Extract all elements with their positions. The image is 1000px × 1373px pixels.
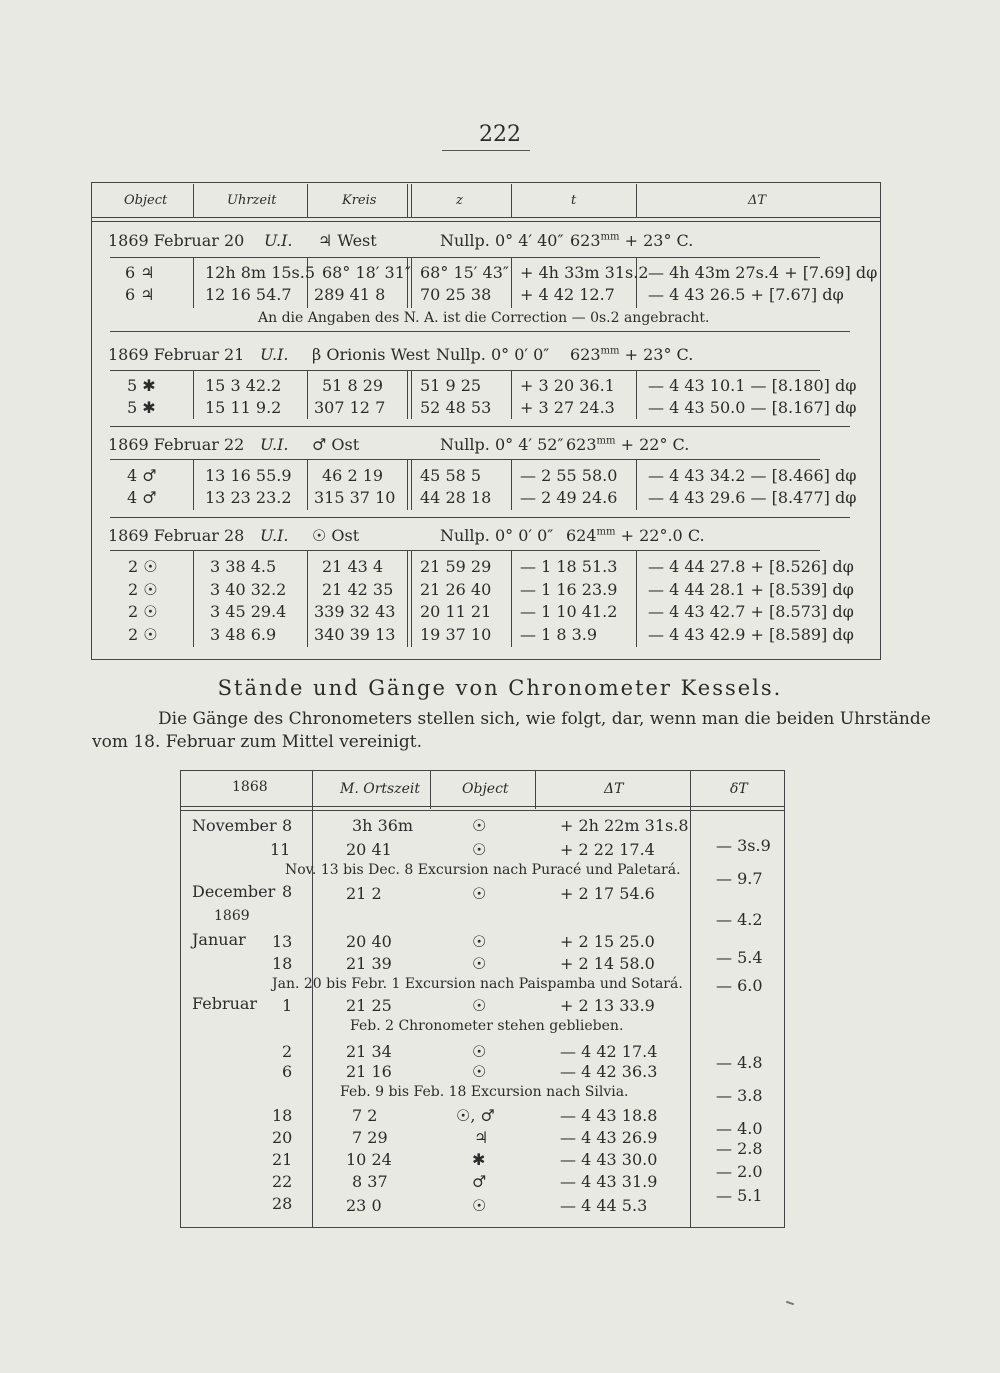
day: 20 (272, 1128, 293, 1147)
obs-kreis: 21 42 35 (322, 580, 394, 599)
delta-t: — 4 42 17.4 (560, 1042, 658, 1061)
obs-object: 2 ☉ (128, 580, 158, 599)
obs-uhrzeit: 15 3 42.2 (205, 376, 282, 395)
obs-t: — 1 8 3.9 (520, 625, 598, 644)
rate: — 2.8 (716, 1139, 763, 1158)
rate: — 5.4 (716, 948, 763, 967)
stop-note: Feb. 2 Chronometer stehen geblieben. (350, 1018, 624, 1034)
delta-t: + 2 17 54.6 (560, 884, 655, 903)
ortszeit: 21 34 (346, 1042, 392, 1061)
group-date: 1869 Februar 21 (108, 345, 245, 364)
day: 18 (272, 954, 293, 973)
obs-t: + 3 27 24.3 (520, 398, 615, 417)
obs-uhrzeit: 12h 8m 15s.5 (205, 263, 316, 282)
group-nullpunkt: Nullp. 0° 4′ 52″ (440, 435, 564, 454)
group-date: 1869 Februar 20 (108, 231, 245, 250)
obs-kreis: 307 12 7 (314, 398, 386, 417)
obs-object: 4 ♂ (127, 466, 157, 485)
header-kreis: Kreis (342, 193, 377, 208)
group-nullpunkt: Nullp. 0° 4′ 40″ (440, 231, 564, 250)
rate: — 6.0 (716, 976, 763, 995)
obs-kreis: 315 37 10 (314, 488, 396, 507)
group-nullpunkt: Nullp. 0° 0′ 0″ (440, 526, 554, 545)
obs-kreis: 340 39 13 (314, 625, 396, 644)
delta-t: — 4 43 30.0 (560, 1150, 658, 1169)
excursion-note: Jan. 20 bis Febr. 1 Excursion nach Paispamba und Sotará. (272, 976, 683, 992)
group-nullpunkt: Nullp. 0° 0′ 0″ (436, 345, 550, 364)
group-object: ☉ Ost (312, 526, 360, 545)
section-title: Stände und Gänge von Chronometer Kessels. (217, 676, 783, 700)
group-date: 1869 Februar 28 (108, 526, 245, 545)
obs-delta-t: — 4 43 29.6 — [8.477] dφ (648, 488, 857, 507)
obs-z: 21 26 40 (420, 580, 492, 599)
delta-t: — 4 43 31.9 (560, 1172, 658, 1191)
obs-uhrzeit: 3 40 32.2 (210, 580, 287, 599)
day: 8 (282, 816, 293, 835)
obs-uhrzeit: 13 16 55.9 (205, 466, 292, 485)
obs-delta-t: — 4 43 10.1 — [8.180] dφ (648, 376, 857, 395)
delta-t: — 4 44 5.3 (560, 1196, 648, 1215)
obs-z: 51 9 25 (420, 376, 482, 395)
delta-t: + 2h 22m 31s.8 (560, 816, 689, 835)
obs-z: 45 58 5 (420, 466, 482, 485)
object: ☉, ♂ (456, 1106, 495, 1125)
obs-kreis: 339 32 43 (314, 602, 396, 621)
obs-delta-t: — 4h 43m 27s.4 + [7.69] dφ (648, 263, 878, 282)
group-ui: U.I. (260, 526, 289, 545)
group-date: 1869 Februar 22 (108, 435, 245, 454)
obs-uhrzeit: 12 16 54.7 (205, 285, 292, 304)
group-ui: U.I. (260, 345, 289, 364)
delta-t: — 4 42 36.3 (560, 1062, 658, 1081)
table1-header-rule-2 (91, 221, 881, 222)
obs-uhrzeit: 3 38 4.5 (210, 557, 277, 576)
group-object: β Orionis West (312, 345, 430, 364)
delta-t: + 2 22 17.4 (560, 840, 655, 859)
obs-object: 2 ☉ (128, 602, 158, 621)
year-1869: 1869 (214, 908, 250, 924)
obs-z: 52 48 53 (420, 398, 492, 417)
object: ♂ (472, 1172, 487, 1191)
day: 1 (282, 996, 293, 1015)
page-number-rule (442, 150, 530, 151)
ortszeit: 21 16 (346, 1062, 392, 1081)
obs-object: 2 ☉ (128, 625, 158, 644)
ortszeit: 8 37 (352, 1172, 388, 1191)
obs-t: + 4 42 12.7 (520, 285, 615, 304)
page-number: 222 (479, 122, 521, 147)
day: 11 (270, 840, 291, 859)
obs-object: 4 ♂ (127, 488, 157, 507)
group-object: ♂ Ost (312, 435, 360, 454)
obs-z: 19 37 10 (420, 625, 492, 644)
object: ☉ (472, 1062, 487, 1081)
group-ui: U.I. (260, 435, 289, 454)
obs-uhrzeit: 3 45 29.4 (210, 602, 287, 621)
ortszeit: 21 39 (346, 954, 392, 973)
header-object: Object (462, 781, 509, 797)
obs-t: — 2 49 24.6 (520, 488, 618, 507)
object: ☉ (472, 884, 487, 903)
day: 18 (272, 1106, 293, 1125)
rate: — 4.2 (716, 910, 763, 929)
excursion-note: Feb. 9 bis Feb. 18 Excursion nach Silvia. (340, 1084, 629, 1100)
delta-t: — 4 43 18.8 (560, 1106, 658, 1125)
rate: — 4.8 (716, 1053, 763, 1072)
month: December (192, 882, 276, 901)
obs-kreis: 21 43 4 (322, 557, 384, 576)
header-year: 1868 (232, 779, 268, 795)
header-uhrzeit: Uhrzeit (227, 193, 277, 208)
group-barometer: $623^{mm} + 22^\circ$ C. (566, 435, 690, 454)
object: ☉ (472, 816, 487, 835)
obs-t: — 1 18 51.3 (520, 557, 618, 576)
group-object: ♃ West (318, 231, 377, 250)
excursion-note: Nov. 13 bis Dec. 8 Excursion nach Puracé und Paletará. (285, 862, 681, 878)
obs-delta-t: — 4 43 34.2 — [8.466] dφ (648, 466, 857, 485)
obs-delta-t: — 4 43 50.0 — [8.167] dφ (648, 398, 857, 417)
object: ☉ (472, 954, 487, 973)
obs-uhrzeit: 15 11 9.2 (205, 398, 282, 417)
day: 28 (272, 1194, 293, 1213)
object: ☉ (472, 1196, 487, 1215)
group-barometer: $624^{mm} + 22^\circ.0$ C. (566, 526, 705, 545)
obs-uhrzeit: 13 23 23.2 (205, 488, 292, 507)
month: Februar (192, 994, 258, 1013)
group-barometer: $623^{mm} + 23^\circ$ C. (570, 231, 694, 250)
object: ☉ (472, 996, 487, 1015)
delta-t: + 2 14 58.0 (560, 954, 655, 973)
header-object: Object (124, 193, 168, 208)
obs-object: 5 ✱ (127, 376, 156, 395)
header-delta-t: ΔT (604, 781, 624, 797)
group-barometer: $623^{mm} + 23^\circ$ C. (570, 345, 694, 364)
obs-z: 21 59 29 (420, 557, 492, 576)
obs-kreis: 289 41 8 (314, 285, 386, 304)
obs-z: 68° 15′ 43″ (420, 263, 509, 282)
object: ✱ (472, 1150, 486, 1169)
rate: — 3.8 (716, 1086, 763, 1105)
obs-t: — 2 55 58.0 (520, 466, 618, 485)
obs-delta-t: — 4 43 26.5 + [7.67] dφ (648, 285, 844, 304)
ortszeit: 23 0 (346, 1196, 382, 1215)
ortszeit: 7 2 (352, 1106, 378, 1125)
month: Januar (192, 930, 246, 949)
obs-t: + 3 20 36.1 (520, 376, 615, 395)
day: 2 (282, 1042, 293, 1061)
object: ☉ (472, 932, 487, 951)
obs-z: 20 11 21 (420, 602, 492, 621)
obs-object: 6 ♃ (125, 285, 155, 304)
object: ☉ (472, 1042, 487, 1061)
ortszeit: 21 25 (346, 996, 392, 1015)
rate: — 3s.9 (716, 836, 771, 855)
rate: — 4.0 (716, 1119, 763, 1138)
obs-t: + 4h 33m 31s.2 (520, 263, 649, 282)
header-z: z (456, 193, 463, 208)
obs-delta-t: — 4 43 42.9 + [8.589] dφ (648, 625, 854, 644)
obs-object: 6 ♃ (125, 263, 155, 282)
paragraph-line-1: Die Gänge des Chronometers stellen sich, wie folgt, dar, wenn man die beiden Uhrstände (158, 709, 931, 729)
object: ♃ (474, 1128, 489, 1147)
day: 6 (282, 1062, 293, 1081)
footer-mark (786, 1301, 794, 1306)
obs-uhrzeit: 3 48 6.9 (210, 625, 277, 644)
header-ortszeit: M. Ortszeit (340, 781, 420, 797)
ortszeit: 20 40 (346, 932, 392, 951)
day: 21 (272, 1150, 293, 1169)
obs-kreis: 51 8 29 (322, 376, 384, 395)
obs-t: — 1 10 41.2 (520, 602, 618, 621)
obs-kreis: 46 2 19 (322, 466, 384, 485)
obs-t: — 1 16 23.9 (520, 580, 618, 599)
obs-z: 70 25 38 (420, 285, 492, 304)
obs-delta-t: — 4 44 28.1 + [8.539] dφ (648, 580, 854, 599)
day: 8 (282, 882, 293, 901)
obs-object: 5 ✱ (127, 398, 156, 417)
group-ui: U.I. (264, 231, 293, 250)
delta-t: — 4 43 26.9 (560, 1128, 658, 1147)
object: ☉ (472, 840, 487, 859)
ortszeit: 7 29 (352, 1128, 388, 1147)
header-t: t (571, 193, 577, 208)
ortszeit: 21 2 (346, 884, 382, 903)
ortszeit: 3h 36m (352, 816, 414, 835)
rate: — 2.0 (716, 1162, 763, 1181)
ortszeit: 10 24 (346, 1150, 392, 1169)
delta-t: + 2 15 25.0 (560, 932, 655, 951)
obs-delta-t: — 4 43 42.7 + [8.573] dφ (648, 602, 854, 621)
ortszeit: 20 41 (346, 840, 392, 859)
obs-delta-t: — 4 44 27.8 + [8.526] dφ (648, 557, 854, 576)
obs-kreis: 68° 18′ 31″ (322, 263, 411, 282)
header-rate: δT (730, 781, 748, 797)
header-delta-t: ΔT (748, 193, 767, 208)
paragraph-line-2: vom 18. Februar zum Mittel vereinigt. (92, 732, 422, 752)
obs-object: 2 ☉ (128, 557, 158, 576)
obs-z: 44 28 18 (420, 488, 492, 507)
day: 22 (272, 1172, 293, 1191)
rate: — 5.1 (716, 1186, 763, 1205)
table1-header-rule (91, 217, 881, 218)
month: November (192, 816, 277, 835)
day: 13 (272, 932, 293, 951)
delta-t: + 2 13 33.9 (560, 996, 655, 1015)
correction-note: An die Angaben des N. A. ist die Correction — 0s.2 angebracht. (258, 310, 710, 326)
rate: — 9.7 (716, 869, 763, 888)
